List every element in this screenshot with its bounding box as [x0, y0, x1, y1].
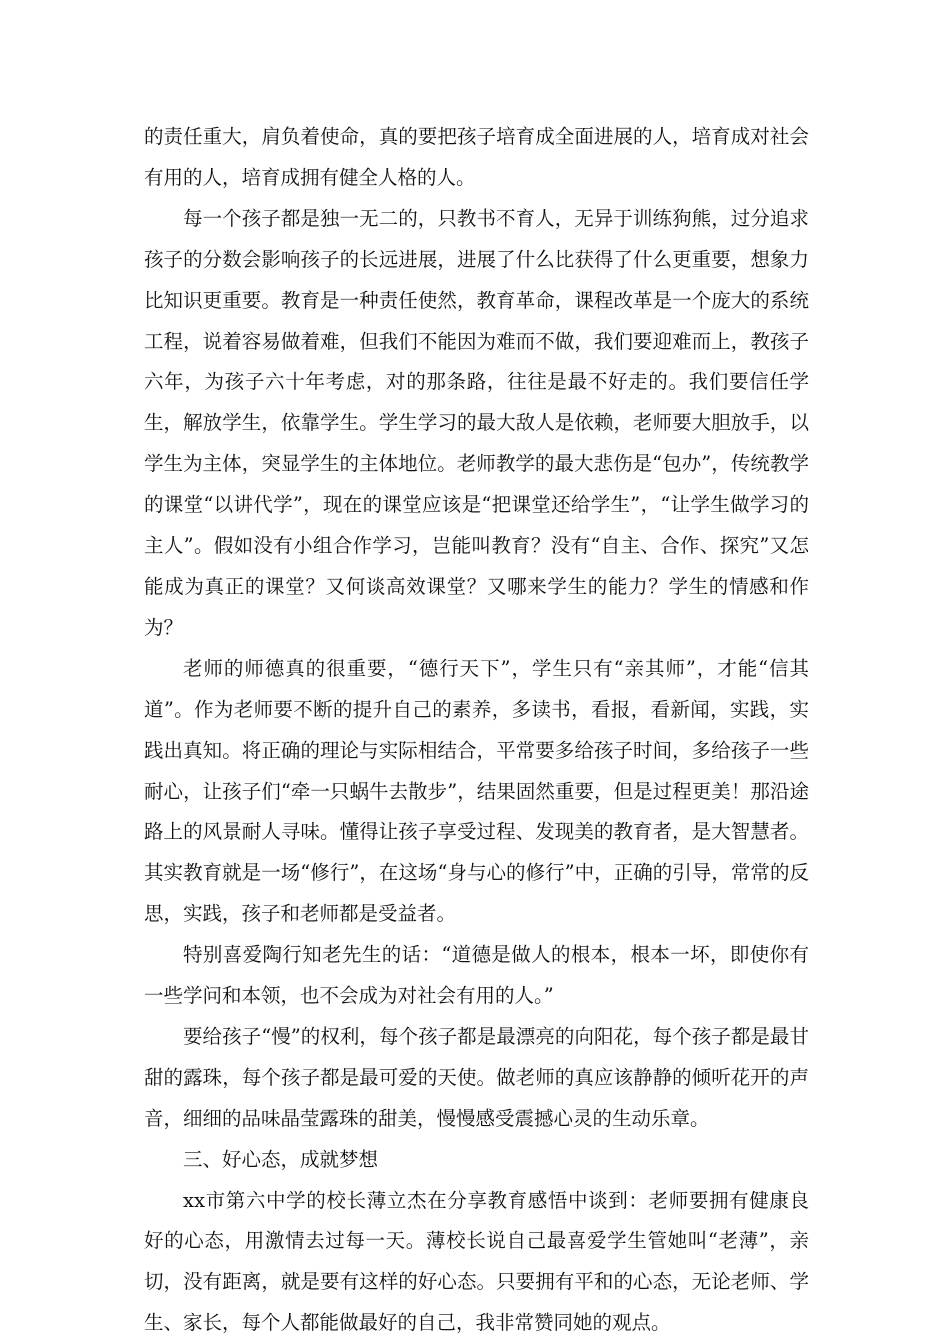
body-paragraph: 的责任重大，肩负着使命，真的要把孩子培育成全面进展的人，培育成对社会有用的人，培育成拥有健全人格的人。: [144, 125, 809, 189]
section-heading: 三、好心态，成就梦想: [183, 1147, 379, 1171]
document-page: [144, 117, 809, 1344]
body-paragraph: 每一个孩子都是独一无二的，只教书不育人，无异于训练狗熊，过分追求孩子的分数会影响孩子的长远进展，进展了什么比获得了什么更重要，想象力比知识更重要。教育是一种责任使然，教育革命，课程改革是一个庞大的系统工程，说着容易做着难，但我们不能因为难而不做，我们要迎难而上，教孩子六年，为孩子六十年考虑，对的那条路，往往是最不好走的。我们要信任学生，解放学生，依靠学生。学生学习的最大敌人是依赖，老师要大胆放手，以学生为主体，突显学生的主体地位。老师教学的最大悲伤是“包办”，传统教学的课堂“以讲代学”，现在的课堂应该是“把课堂还给学生”，“让学生做学习的主人”。假如没有小组合作学习，岂能叫教育？没有“自主、合作、探究”又怎能成为真正的课堂？又何谈高效课堂？又哪来学生的能力？学生的情感和作为？: [144, 206, 809, 639]
body-paragraph: xx市第六中学的校长薄立杰在分享教育感悟中谈到：老师要拥有健康良好的心态，用激情去过每一天。薄校长说自己最喜爱学生管她叫“老薄”，亲切，没有距离，就是要有这样的好心态。只要拥有平和的心态，无论老师、学生、家长，每个人都能做最好的自己，我非常赞同她的观点。: [144, 1188, 809, 1335]
quote-paragraph: 特别喜爱陶行知老先生的话：“道德是做人的根本，根本一坏，即使你有一些学问和本领，也不会成为对社会有用的人。”: [144, 943, 809, 1008]
body-paragraph: 老师的师德真的很重要，“德行天下”，学生只有“亲其师”，才能“信其道”。作为老师要不断的提升自己的素养，多读书，看报，看新闻，实践，实践出真知。将正确的理论与实际相结合，平常要多给孩子时间，多给孩子一些耐心，让孩子们“牵一只蜗牛去散步”，结果固然重要，但是过程更美！那沿途路上的风景耐人寻味。懂得让孩子享受过程、发现美的教育者，是大智慧者。其实教育就是一场“修行”，在这场“身与心的修行”中，正确的引导，常常的反思，实践，孩子和老师都是受益者。: [144, 656, 809, 926]
body-paragraph: 要给孩子“慢”的权利，每个孩子都是最漂亮的向阳花，每个孩子都是最甘甜的露珠，每个孩子都是最可爱的天使。做老师的真应该静静的倾听花开的声音，细细的品味晶莹露珠的甜美，慢慢感受震撼心灵的生动乐章。: [144, 1024, 809, 1130]
